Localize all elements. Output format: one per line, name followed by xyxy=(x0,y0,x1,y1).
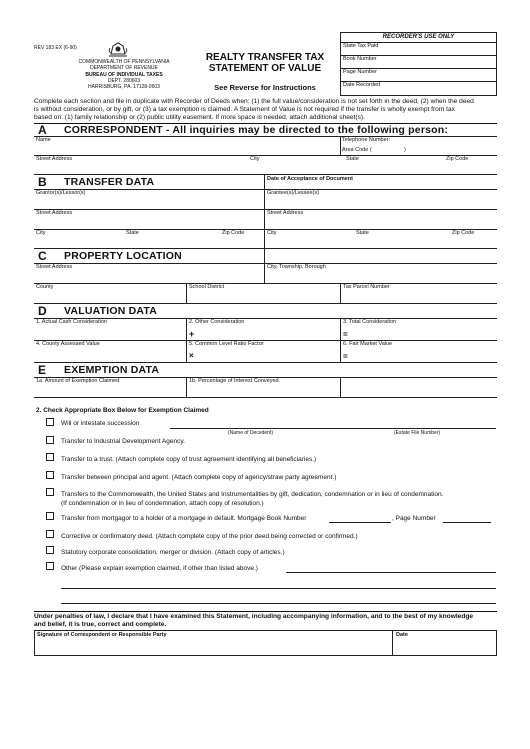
signature-label: Signature of Correspondent or Responsible Party xyxy=(37,632,167,638)
grantee-street-label[interactable]: Street Address xyxy=(267,210,304,216)
instructions-note: See Reverse for Instructions xyxy=(214,83,316,92)
grantee-state-label[interactable]: State xyxy=(356,230,369,236)
grantor-city-label[interactable]: City xyxy=(36,230,46,236)
county-assessed-label[interactable]: 4. County Assessed Value xyxy=(36,341,100,347)
section-b-title: TRANSFER DATA xyxy=(64,176,155,188)
grantor-street-label[interactable]: Street Address xyxy=(36,210,73,216)
agency-line-2: DEPARTMENT OF REVENUE xyxy=(90,65,158,72)
interest-percentage-label[interactable]: 1b. Percentage of Interest Conveyed xyxy=(189,378,279,384)
form-title-line-1: REALTY TRANSFER TAX xyxy=(205,52,325,63)
equals-sign-1: = xyxy=(343,330,348,339)
form-number: REV 183 EX (6-90) xyxy=(34,45,77,51)
grantee-label[interactable]: Grantee(s)/Lessee(s) xyxy=(267,190,319,196)
date-label: Date xyxy=(396,632,408,638)
intro-line-1: Complete each section and file in duplicate with Recorder of Deeds when: (1) the full value/consideration is not set forth in the deed, (2) when the deed xyxy=(34,98,474,105)
page-number-text: , Page Number xyxy=(392,515,436,522)
times-sign: × xyxy=(189,351,194,360)
city-township-label[interactable]: City, Township, Borough xyxy=(267,264,326,270)
exemption-amount-label[interactable]: 1a. Amount of Exemption Claimed xyxy=(36,378,120,384)
equals-sign-2: = xyxy=(343,352,348,361)
section-a-title: CORRESPONDENT - All inquiries may be directed to the following person: xyxy=(64,124,449,136)
will-checkbox[interactable] xyxy=(46,418,54,426)
will-label: Will or intestate succession xyxy=(61,420,140,427)
grantor-zip-label[interactable]: Zip Code xyxy=(222,230,245,236)
state-tax-paid-label: State Tax Paid xyxy=(343,43,379,49)
area-code-close: ) xyxy=(404,147,406,153)
form-title-line-2: STATEMENT OF VALUE xyxy=(208,63,322,74)
principal-agent-label: Transfer between principal and agent. (Attach complete copy of agency/straw party agreement.) xyxy=(61,474,337,481)
recorder-heading: RECORDER'S USE ONLY xyxy=(382,34,455,40)
book-number-label: Book Number xyxy=(343,56,377,62)
school-district-label[interactable]: School District xyxy=(189,284,225,290)
section-a-letter: A xyxy=(38,123,47,137)
trust-checkbox[interactable] xyxy=(46,453,54,461)
correspondent-name-label[interactable]: Name xyxy=(36,137,51,143)
grantor-state-label[interactable]: State xyxy=(126,230,139,236)
statutory-consolidation-label: Statutory corporate consolidation, merger or division. (Attach copy of articles.) xyxy=(61,549,285,556)
correspondent-street-label[interactable]: Street Address xyxy=(36,156,73,162)
principal-agent-checkbox[interactable] xyxy=(46,471,54,479)
agency-block xyxy=(70,59,178,90)
area-code-label[interactable]: Area Code ( xyxy=(342,147,372,153)
section-d-letter: D xyxy=(38,304,47,318)
industrial-agency-label: Transfer to Industrial Development Agency. xyxy=(61,438,185,445)
intro-text xyxy=(34,98,497,122)
perjury-line-1: Under penalties of law, I declare that I have examined this Statement, including accompanying information, and to the best of my knowledge xyxy=(34,613,474,620)
exemption-heading: 2. Check Appropriate Box Below for Exemption Claimed xyxy=(36,407,209,414)
grantee-zip-label[interactable]: Zip Code xyxy=(452,230,475,236)
signature-box[interactable] xyxy=(34,630,497,656)
perjury-statement xyxy=(34,613,473,629)
agency-line-4: DEPT. 280603 xyxy=(107,77,141,84)
plus-sign: + xyxy=(189,329,195,339)
other-consideration-label[interactable]: 2. Other Consideration xyxy=(189,319,245,325)
perjury-line-2: and belief, it is true, correct and complete. xyxy=(34,621,167,628)
trust-label: Transfer to a trust. (Attach complete copy of trust agreement identifying all beneficiaries.) xyxy=(61,456,317,463)
industrial-agency-checkbox[interactable] xyxy=(46,436,54,444)
intro-line-2: is without consideration, or by gift, or (3) a tax exemption is claimed. A Statement of Value is not required if the transfer is wholly exempt from tax xyxy=(34,106,455,113)
acceptance-date-label[interactable]: Date of Acceptance of Document xyxy=(267,176,353,182)
other-exemption-checkbox[interactable] xyxy=(46,562,54,570)
form-title xyxy=(200,52,330,74)
corrective-deed-checkbox[interactable] xyxy=(46,530,54,538)
decedent-caption: (Name of Decedent) xyxy=(228,430,274,436)
statutory-consolidation-checkbox[interactable] xyxy=(46,546,54,554)
correspondent-zip-label[interactable]: Zip Code xyxy=(446,156,469,162)
grantee-city-label[interactable]: City xyxy=(267,230,277,236)
section-b-letter: B xyxy=(38,175,47,189)
agency-line-3: BUREAU OF INDIVIDUAL TAXES xyxy=(85,71,163,78)
grantor-label[interactable]: Grantor(s)/Lessor(s) xyxy=(36,190,86,196)
fair-market-value-label[interactable]: 6. Fair Market Value xyxy=(343,341,393,347)
correspondent-state-label[interactable]: State xyxy=(346,156,359,162)
date-recorded-label: Date Recorded xyxy=(343,82,380,88)
estate-file-caption: (Estate File Number) xyxy=(394,430,441,436)
mortgage-default-label: Transfer from mortgagor to a holder of a mortgage in default. Mortgage Book Number xyxy=(61,515,307,522)
agency-line-5: HARRISBURG, PA. 17128-0603 xyxy=(88,84,160,91)
commonwealth-checkbox[interactable] xyxy=(46,488,54,496)
commonwealth-label-line-2: (If condemnation or in lieu of condemnation, attach copy of resolution.) xyxy=(61,500,264,507)
correspondent-city-label[interactable]: City xyxy=(250,156,260,162)
mortgage-default-checkbox[interactable] xyxy=(46,512,54,520)
section-e-title: EXEMPTION DATA xyxy=(64,364,160,376)
property-street-label[interactable]: Street Address xyxy=(36,264,73,270)
agency-line-1: COMMONWEALTH OF PENNSYLVANIA xyxy=(78,59,170,65)
total-consideration-label[interactable]: 3. Total Consideration xyxy=(343,319,397,325)
recorder-box xyxy=(340,32,497,96)
intro-line-3: based on: (1) family relationship or (2) public utility easement. If more space is needed, attach additional sheet(s). xyxy=(34,114,365,121)
section-d-title: VALUATION DATA xyxy=(64,305,158,317)
corrective-deed-label: Corrective or confirmatory deed. (Attach complete copy of the prior deed being corrected or confirmed.) xyxy=(61,533,358,540)
state-seal-icon xyxy=(108,40,128,58)
page-number-label: Page Number xyxy=(343,69,377,75)
tax-parcel-label[interactable]: Tax Parcel Number xyxy=(343,284,390,290)
commonwealth-label-line-1: Transfers to the Commonwealth, the United States and Instrumentalities by gift, dedication, condemnation or in lieu of condemnation. xyxy=(61,491,444,498)
other-exemption-label: Other (Please explain exemption claimed, if other than listed above.) xyxy=(61,565,258,572)
actual-cash-label[interactable]: 1. Actual Cash Consideration xyxy=(36,319,107,325)
county-label[interactable]: County xyxy=(36,284,54,290)
telephone-label[interactable]: Telephone Number: xyxy=(342,137,391,143)
section-e-letter: E xyxy=(38,363,47,377)
common-level-ratio-label[interactable]: 5. Common Level Ratio Factor xyxy=(189,341,264,347)
section-c-letter: C xyxy=(38,249,47,263)
section-c-title: PROPERTY LOCATION xyxy=(64,250,182,262)
